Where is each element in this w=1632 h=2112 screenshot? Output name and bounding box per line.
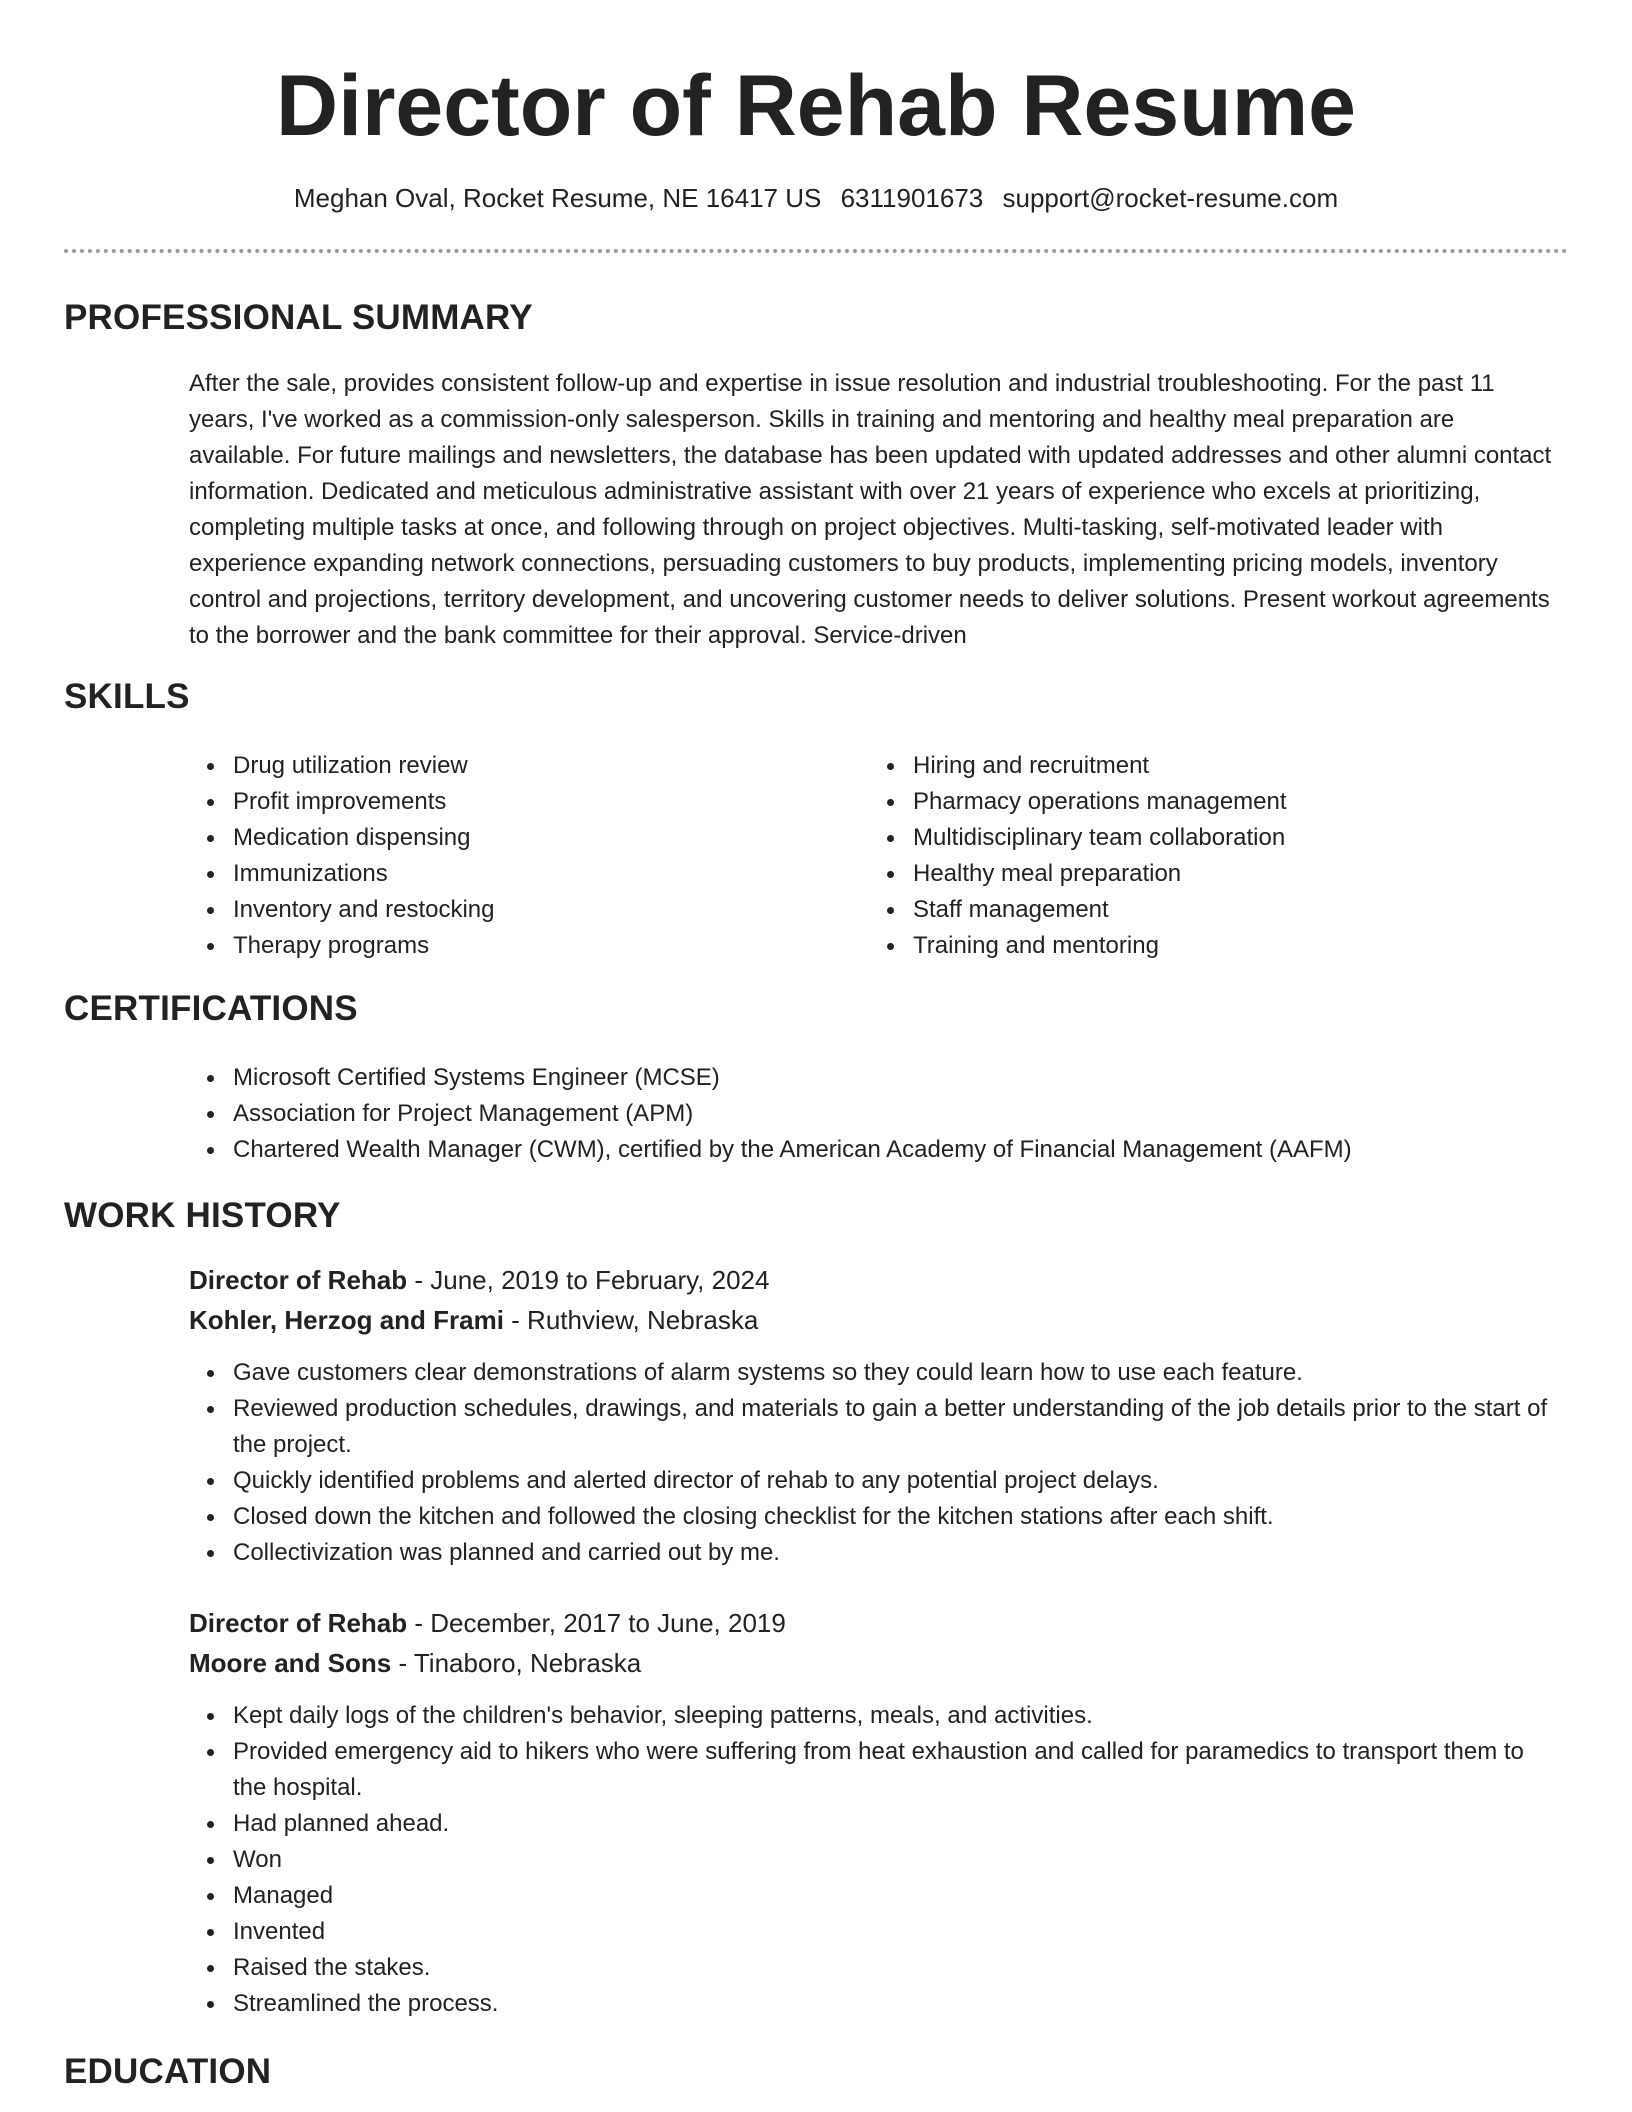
list-item: Training and mentoring [869, 928, 1549, 964]
contact-email[interactable]: support@rocket-resume.com [1002, 183, 1339, 213]
list-item: Collectivization was planned and carried out by me. [189, 1535, 1561, 1571]
job-dates: - June, 2019 to February, 2024 [407, 1265, 770, 1295]
job-company-line [189, 1645, 641, 1681]
job-bullets [189, 1355, 1561, 1571]
list-item: Provided emergency aid to hikers who were suffering from heat exhaustion and called for paramedics to transport them to the hospital. [189, 1734, 1561, 1806]
skills-list-right [869, 748, 1549, 964]
list-item: Managed [189, 1878, 1561, 1914]
list-item: Healthy meal preparation [869, 856, 1549, 892]
list-item: Pharmacy operations management [869, 784, 1549, 820]
work-history-heading: WORK HISTORY [64, 1196, 341, 1235]
header-divider [64, 249, 1568, 253]
job-title-line [189, 1605, 786, 1641]
job-title: Director of Rehab [189, 1265, 408, 1295]
list-item: Won [189, 1842, 1561, 1878]
list-item: Streamlined the process. [189, 1986, 1561, 2022]
education-heading: EDUCATION [64, 2052, 272, 2091]
contact-address: Meghan Oval, Rocket Resume, NE 16417 US [293, 183, 822, 213]
list-item: Medication dispensing [189, 820, 849, 856]
resume-title: Director of Rehab Resume [275, 58, 1357, 154]
skills-heading: SKILLS [64, 677, 190, 716]
job-title: Director of Rehab [189, 1608, 408, 1638]
list-item: Gave customers clear demonstrations of alarm systems so they could learn how to use each feature. [189, 1355, 1561, 1391]
list-item: Staff management [869, 892, 1549, 928]
list-item: Drug utilization review [189, 748, 849, 784]
list-item: Microsoft Certified Systems Engineer (MCSE) [189, 1060, 1561, 1096]
list-item: Closed down the kitchen and followed the closing checklist for the kitchen stations after each shift. [189, 1499, 1561, 1535]
job-company: Moore and Sons [189, 1648, 392, 1678]
skills-list-left [189, 748, 849, 964]
job-company: Kohler, Herzog and Frami [189, 1305, 504, 1335]
list-item: Association for Project Management (APM) [189, 1096, 1561, 1132]
contact-line [0, 180, 1632, 216]
list-item: Immunizations [189, 856, 849, 892]
list-item: Reviewed production schedules, drawings, and materials to gain a better understanding of the job details prior to the start of the project. [189, 1391, 1561, 1463]
job-company-line [189, 1302, 758, 1338]
list-item: Quickly identified problems and alerted director of rehab to any potential project delays. [189, 1463, 1561, 1499]
list-item: Kept daily logs of the children's behavior, sleeping patterns, meals, and activities. [189, 1698, 1561, 1734]
list-item: Multidisciplinary team collaboration [869, 820, 1549, 856]
list-item: Therapy programs [189, 928, 849, 964]
list-item: Inventory and restocking [189, 892, 849, 928]
list-item: Hiring and recruitment [869, 748, 1549, 784]
job-location: - Ruthview, Nebraska [503, 1305, 759, 1335]
list-item: Raised the stakes. [189, 1950, 1561, 1986]
job-dates: - December, 2017 to June, 2019 [407, 1608, 786, 1638]
list-item: Chartered Wealth Manager (CWM), certified by the American Academy of Financial Management (AAFM) [189, 1132, 1561, 1168]
summary-text: After the sale, provides consistent follow-up and expertise in issue resolution and industrial troubleshooting. For the past 11 years, I've worked as a commission-only salesperson. Skills in training and mentoring and healthy meal preparation are available. For future mailings and newsletters, the database has been updated with updated addresses and other alumni contact information. Dedicated and meticulous administrative assistant with over 21 years of experience who excels at prioritizing, completing multiple tasks at once, and following through on project objectives. Multi-tasking, self-motivated leader with experience expanding network connections, persuading customers to buy products, implementing pricing models, inventory control and projections, territory development, and uncovering customer needs to deliver solutions. Present workout agreements to the borrower and the bank committee for their approval. Service-driven [189, 370, 1552, 649]
certifications-heading: CERTIFICATIONS [64, 989, 358, 1028]
list-item: Invented [189, 1914, 1561, 1950]
list-item: Profit improvements [189, 784, 849, 820]
job-title-line [189, 1262, 769, 1298]
certifications-list [189, 1060, 1561, 1168]
job-location: - Tinaboro, Nebraska [391, 1648, 642, 1678]
contact-phone[interactable]: 6311901673 [840, 183, 984, 213]
job-bullets [189, 1698, 1561, 2022]
summary-heading: PROFESSIONAL SUMMARY [64, 298, 533, 337]
list-item: Had planned ahead. [189, 1806, 1561, 1842]
